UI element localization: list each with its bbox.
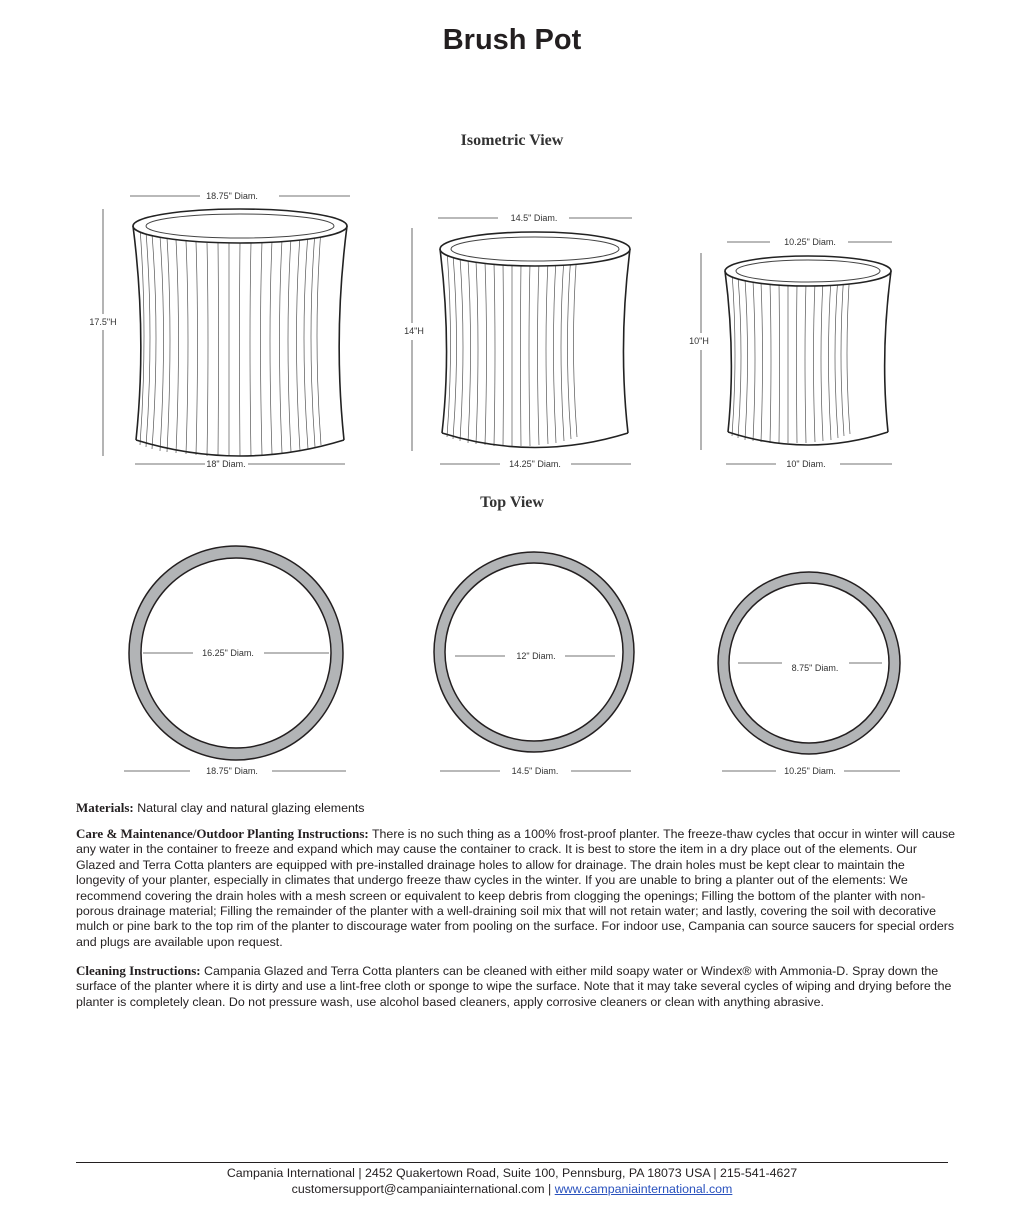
iso-medium-height: 14"H	[404, 326, 424, 336]
care-text: There is no such thing as a 100% frost-proof planter. The freeze-thaw cycles that occur in winter will cause any water in the container to freeze and expand which may cause the container to crack. It is best to store the item in a dry place out of the elements. Our Glazed and Terra Cotta planters are equipped with pre-installed drainage holes to allow for drainage. The drain holes must be kept clear to maintain the longevity of your planter, especially in climates that undergo freeze thaw cycles in the winter. If you are unable to bring a planter out of the elements: We recommend covering the drain holes with a mesh screen or equivalent to keep debris from clogging the openings; Filling the bottom of the planter with non-porous drainage material; Filling the remainder of the planter with a well-draining soil mix that will not retain water; and lastly, covering the soil with decorative mulch or pine bark to the top rim of the planter to discourage water from pooling on the surface. For indoor use, Campania can source saucers for special orders and plugs are available upon request.	[76, 827, 956, 949]
iso-small-height: 10"H	[689, 336, 709, 346]
stripes-small	[732, 269, 850, 443]
footer-email[interactable]: customersupport@campaniainternational.com	[291, 1182, 545, 1196]
top-large-inner-diam: 16.25" Diam.	[202, 648, 254, 658]
isometric-pot-medium	[404, 213, 632, 469]
top-view-small	[718, 572, 900, 776]
materials-text: Natural clay and natural glazing elements	[133, 801, 365, 815]
cleaning-text: Campania Glazed and Terra Cotta planters can be cleaned with either mild soapy water or Windex® with Ammonia-D. Spray down the surface of the planter where it is dirty and use a lint-free cloth or sponge to wipe the surface. Note that it may take several cycles of wiping and drying before the planter is completely clean. Do not pressure wash, use alcohol based cleaners, apply corrosive cleaners or clean with anything abrasive.	[76, 964, 952, 1009]
isometric-pot-small	[689, 237, 892, 469]
iso-small-bottom-diam: 10" Diam.	[786, 459, 826, 469]
footer-website-link[interactable]: www.campaniainternational.com	[554, 1182, 733, 1196]
care-paragraph	[76, 826, 956, 950]
footer-contact	[0, 1182, 1024, 1196]
top-view-medium	[434, 552, 634, 776]
materials-paragraph	[76, 800, 956, 816]
iso-large-height: 17.5"H	[89, 317, 117, 327]
stripes-large	[140, 228, 321, 456]
top-small-inner-diam: 8.75" Diam.	[791, 663, 839, 673]
cleaning-paragraph	[76, 963, 956, 1010]
top-medium-outer-diam: 14.5" Diam.	[511, 766, 559, 776]
iso-large-bottom-diam: 18" Diam.	[206, 459, 246, 469]
top-small-outer-diam: 10.25" Diam.	[784, 766, 836, 776]
materials-label: Materials:	[76, 800, 134, 815]
top-large-outer-diam: 18.75" Diam.	[206, 766, 258, 776]
top-view-heading: Top View	[480, 494, 544, 511]
top-view-large	[124, 546, 346, 776]
iso-small-top-diam: 10.25" Diam.	[784, 237, 836, 247]
iso-large-top-diam: 18.75" Diam.	[206, 191, 258, 201]
top-medium-inner-diam: 12" Diam.	[516, 651, 556, 661]
page-title: Brush Pot	[442, 24, 582, 56]
isometric-pot-large	[89, 191, 350, 469]
isometric-view-heading: Isometric View	[460, 132, 564, 149]
iso-medium-bottom-diam: 14.25" Diam.	[509, 459, 561, 469]
footer-separator: |	[544, 1182, 555, 1196]
footer-address: Campania International | 2452 Quakertown Road, Suite 100, Pennsburg, PA 18073 USA | 215-541-4627	[226, 1166, 798, 1180]
stripes-medium	[447, 250, 577, 446]
cleaning-label: Cleaning Instructions:	[76, 963, 201, 978]
footer-divider	[76, 1162, 948, 1163]
iso-medium-top-diam: 14.5" Diam.	[510, 213, 558, 223]
care-label: Care & Maintenance/Outdoor Planting Instructions:	[76, 826, 369, 841]
